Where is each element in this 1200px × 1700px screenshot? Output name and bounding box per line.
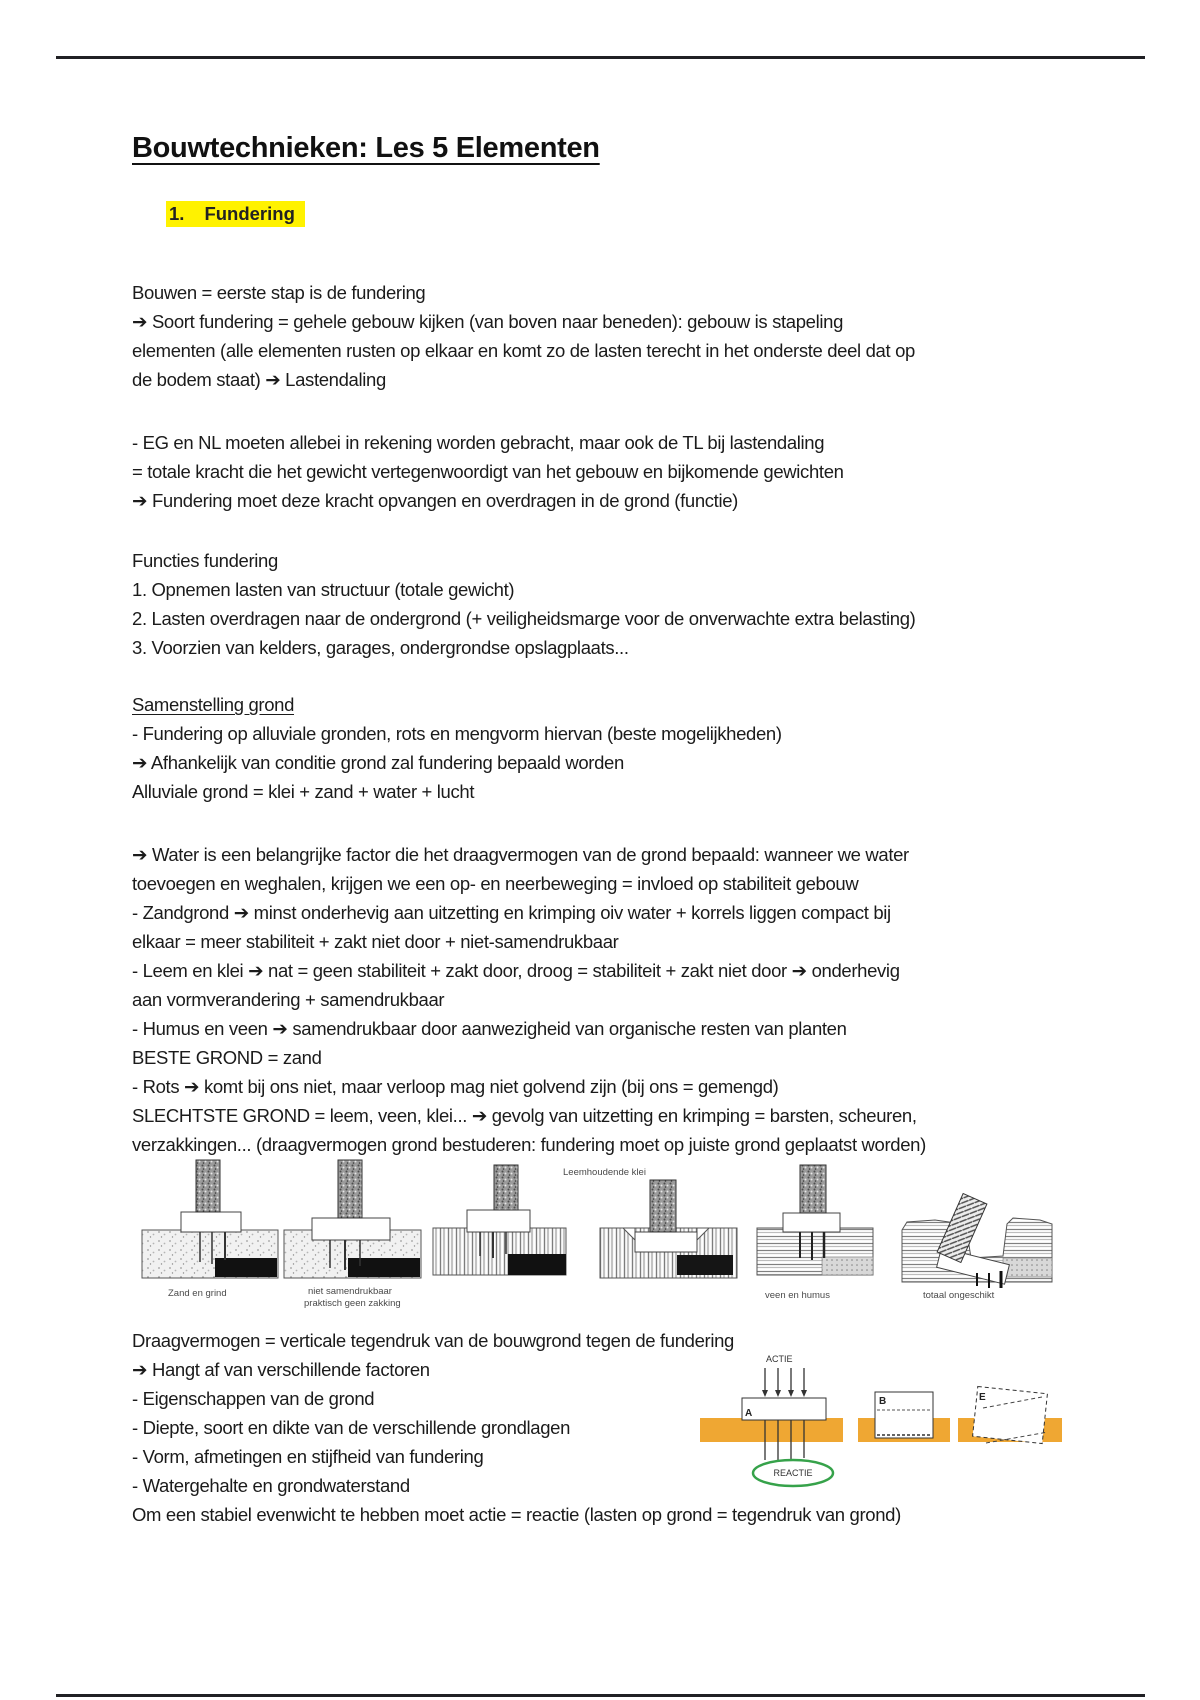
paragraph-samenstelling: [132, 690, 782, 806]
block-c-label: E: [979, 1392, 986, 1403]
text-line: verzakkingen... (draagvermogen grond bestuderen: fundering moet op juiste grond geplaatst worden): [132, 1134, 926, 1155]
caption-totaal-ongeschikt: totaal ongeschikt: [923, 1290, 995, 1301]
text-line: = totale kracht die het gewicht vertegenwoordigt van het gebouw en bijkomende gewichten: [132, 461, 844, 482]
text-line: ➔ Afhankelijk van conditie grond zal fundering bepaald worden: [132, 752, 624, 773]
text-line: - Diepte, soort en dikte van de verschillende grondlagen: [132, 1417, 571, 1438]
down-arrow-icon: [788, 1390, 794, 1397]
actie-label: ACTIE: [766, 1354, 793, 1364]
actie-block-a: [700, 1354, 843, 1486]
label-leemhoudende-klei: Leemhoudende klei: [563, 1167, 646, 1178]
text-line: ➔ Fundering moet deze kracht opvangen en overdragen in de grond (functie): [132, 490, 738, 511]
text-line: Bouwen = eerste stap is de fundering: [132, 282, 426, 303]
text-line: ➔ Water is een belangrijke factor die het draagvermogen van de grond bepaald: wanneer we water: [132, 844, 909, 865]
actie-block-b: [858, 1392, 950, 1442]
text-line: Functies fundering: [132, 550, 278, 571]
text-line: Alluviale grond = klei + zand + water + lucht: [132, 781, 475, 802]
text-line: - Fundering op alluviale gronden, rots en mengvorm hiervan (beste mogelijkheden): [132, 723, 782, 744]
text-line: - Zandgrond ➔ minst onderhevig aan uitzetting en krimping oiv water + korrels liggen compact bij: [132, 902, 891, 923]
down-arrow-icon: [775, 1390, 781, 1397]
text-line: elkaar = meer stabiliteit + zakt niet door + niet-samendrukbaar: [132, 931, 619, 952]
soil-diagram-klei: [433, 1165, 566, 1275]
top-divider: [56, 56, 1145, 59]
text-line: aan vormverandering + samendrukbaar: [132, 989, 445, 1010]
actie-block-c: [958, 1386, 1062, 1443]
section-heading: [166, 203, 305, 225]
text-line: Draagvermogen = verticale tegendruk van de bouwgrond tegen de fundering: [132, 1330, 735, 1351]
subsection-heading: Samenstelling grond: [132, 694, 295, 715]
text-line: elementen (alle elementen rusten op elkaar en komt zo de lasten terecht in het onderste deel dat op: [132, 340, 915, 361]
caption-praktisch-geen-zakking: praktisch geen zakking: [304, 1298, 401, 1309]
down-arrow-icon: [801, 1390, 807, 1397]
text-line: - Vorm, afmetingen en stijfheid van fundering: [132, 1446, 484, 1467]
highlighted-heading: [166, 201, 305, 227]
section-title: Fundering: [204, 203, 295, 224]
text-line: - EG en NL moeten allebei in rekening worden gebracht, maar ook de TL bij lastendaling: [132, 432, 825, 453]
reactie-label: REACTIE: [773, 1468, 813, 1478]
section-number: 1.: [169, 203, 185, 224]
text-line: 3. Voorzien van kelders, garages, ondergrondse opslagplaats...: [132, 637, 629, 658]
text-line: ➔ Hangt af van verschillende factoren: [132, 1359, 430, 1380]
soil-diagram-ongeschikt: [902, 1193, 1052, 1288]
paragraph-intro: [132, 278, 915, 394]
text-line: toevoegen en weghalen, krijgen we een op- en neerbeweging = invloed op stabiliteit gebouw: [132, 873, 859, 894]
text-line: 1. Opnemen lasten van structuur (totale gewicht): [132, 579, 515, 600]
text-line: 2. Lasten overdragen naar de ondergrond (+ veiligheidsmarge voor de onverwachte extra belasting): [132, 608, 916, 629]
text-line: ➔ Soort fundering = gehele gebouw kijken (van boven naar beneden): gebouw is stapeling: [132, 311, 844, 332]
caption-veen-humus: veen en humus: [765, 1290, 830, 1301]
soil-diagram-veen-humus: [757, 1165, 873, 1275]
bottom-divider: [56, 1694, 1145, 1697]
text-line: SLECHTSTE GROND = leem, veen, klei... ➔ gevolg van uitzetting en krimping = barsten, scheuren,: [132, 1105, 917, 1126]
block-a-label: A: [745, 1408, 753, 1419]
ground-bar-a: [700, 1418, 843, 1442]
text-line: de bodem staat) ➔ Lastendaling: [132, 369, 386, 390]
text-line: - Rots ➔ komt bij ons niet, maar verloop mag niet golvend zijn (bij ons = gemengd): [132, 1076, 779, 1097]
text-line: BESTE GROND = zand: [132, 1047, 322, 1068]
caption-niet-samendrukbaar: niet samendrukbaar: [308, 1286, 392, 1297]
paragraph-functies: [132, 546, 915, 662]
block-b-label: B: [879, 1396, 887, 1407]
paragraph-gronden: [132, 840, 926, 1159]
down-arrow-icon: [762, 1390, 768, 1397]
text-line: - Watergehalte en grondwaterstand: [132, 1475, 410, 1496]
text-line: Om een stabiel evenwicht te hebben moet actie = reactie (lasten op grond = tegendruk van grond): [132, 1504, 901, 1525]
page-title: Bouwtechnieken: Les 5 Elementen: [132, 132, 600, 164]
text-line: - Eigenschappen van de grond: [132, 1388, 375, 1409]
paragraph-krachten: [132, 428, 844, 515]
caption-zand-grind: Zand en grind: [168, 1288, 227, 1299]
soil-diagram-zand-grind: [142, 1160, 278, 1278]
soil-diagram-niet-samendrukbaar: [284, 1160, 421, 1278]
text-line: - Leem en klei ➔ nat = geen stabiliteit + zakt door, droog = stabiliteit + zakt niet door ➔ onderhevig: [132, 960, 900, 981]
actie-reactie-figure: [690, 1340, 1090, 1505]
text-line: - Humus en veen ➔ samendrukbaar door aanwezigheid van organische resten van planten: [132, 1018, 847, 1039]
soil-diagram-leemhoudende-klei: [600, 1180, 737, 1278]
